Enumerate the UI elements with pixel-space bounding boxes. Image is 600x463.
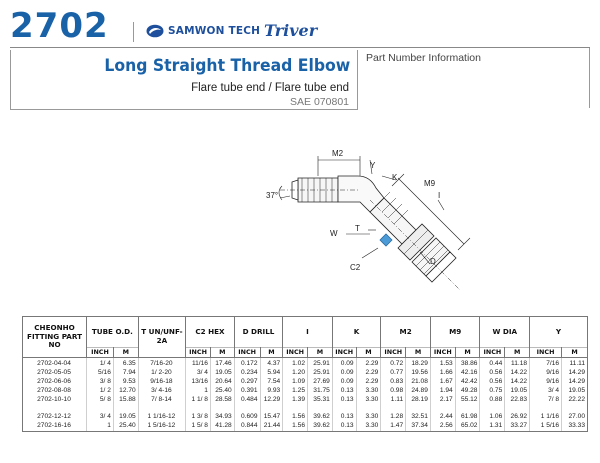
unit-inch: INCH [186,348,211,358]
table-row [23,358,588,369]
dimension-cell: 3/ 4 [530,387,562,396]
dimension-cell: 0.09 [332,358,356,369]
header-k: K [332,317,381,348]
dimension-cell: 11.11 [562,358,588,369]
dimension-cell: 33.27 [505,422,530,432]
dimension-cell: 22.83 [505,396,530,405]
table-row [23,378,588,387]
dimension-cell: 38.86 [455,358,480,369]
standard-code: SAE 070801 [290,96,349,108]
dimension-cell: 7.54 [260,378,283,387]
dimension-cell: 2.29 [356,358,381,369]
dimension-cell: 1 5/16-12 [138,422,186,432]
dimensions-table [22,316,588,432]
dimension-cell: 0.44 [480,358,505,369]
dimension-cell: 13/16 [186,378,211,387]
table-spacer-cell [260,405,283,412]
dimension-cell: 42.16 [455,369,480,378]
dimension-cell: 19.05 [505,387,530,396]
elbow-technical-drawing [220,140,480,300]
dimension-cell: 1 1/ 8 [186,396,211,405]
part-number-cell: 2702-06-06 [23,378,87,387]
dimension-cell: 25.40 [210,387,234,396]
label-w: W [330,229,338,238]
unit-mm: M [308,348,333,358]
dimension-cell: 1.67 [430,378,455,387]
table-row [23,387,588,396]
unit-mm: M [562,348,588,358]
dimension-cell: 19.05 [210,369,234,378]
dimension-cell: 0.172 [234,358,260,369]
dimension-cell: 2.29 [356,378,381,387]
dimension-cell: 33.33 [562,422,588,432]
dimension-cell: 61.98 [455,412,480,421]
header-t: T UN/UNF-2A [138,317,186,358]
part-number-title: 2702 [10,6,109,46]
table-body [23,358,588,432]
dimension-cell: 1.31 [480,422,505,432]
product-title: Long Straight Thread Elbow [104,56,350,76]
dimension-cell: 1.53 [430,358,455,369]
table-spacer-cell [23,405,87,412]
table-units-row [23,348,588,358]
dimension-cell: 3.30 [356,422,381,432]
unit-inch: INCH [480,348,505,358]
dimension-cell: 7/ 8-14 [138,396,186,405]
dimension-cell: 12.29 [260,396,283,405]
dimension-cell: 1/ 2-20 [138,369,186,378]
dimension-cell: 1/ 4 [87,358,114,369]
dimension-cell: 28.19 [406,396,431,405]
dimension-cell: 9/16 [530,369,562,378]
dimension-cell: 0.56 [480,378,505,387]
dimension-cell: 0.75 [480,387,505,396]
dimension-cell: 1.11 [381,396,406,405]
unit-mm: M [113,348,138,358]
unit-mm: M [356,348,381,358]
table-spacer-cell [186,405,211,412]
dimension-cell: 28.58 [210,396,234,405]
dimension-cell: 41.28 [210,422,234,432]
table-spacer-cell [430,405,455,412]
table-spacer-cell [505,405,530,412]
table-row [23,412,588,421]
dimension-cell: 26.92 [505,412,530,421]
header-rule [10,47,590,48]
dimension-cell: 19.05 [562,387,588,396]
dimension-cell: 0.484 [234,396,260,405]
table-spacer-cell [113,405,138,412]
dimension-cell: 2.44 [430,412,455,421]
dimension-cell: 1 5/ 8 [186,422,211,432]
table-spacer-cell [480,405,505,412]
dimension-cell: 0.88 [480,396,505,405]
dimension-cell: 1 [186,387,211,396]
title-frame [10,50,358,110]
dimension-cell: 2.17 [430,396,455,405]
product-subtitle: Flare tube end / Flare tube end [191,82,349,94]
dimension-cell: 1.56 [283,412,308,421]
part-number-information-label: Part Number Information [366,52,481,64]
dimension-cell: 2.56 [430,422,455,432]
dimension-cell: 39.62 [308,422,333,432]
dimension-cell: 25.91 [308,369,333,378]
dimension-cell: 25.40 [113,422,138,432]
dimension-cell: 5/ 8 [87,396,114,405]
table-header-row [23,317,588,348]
samwon-tech-logo [146,22,260,40]
dimension-cell: 1.66 [430,369,455,378]
dimension-cell: 37.34 [406,422,431,432]
label-t: T [355,224,360,233]
samwon-logo-mark-icon [146,24,164,38]
table-spacer-cell [332,405,356,412]
frame-right-rule [589,48,590,108]
header-i: I [283,317,333,348]
samwon-logo-text: SAMWON TECH [168,25,261,37]
unit-mm: M [505,348,530,358]
dimension-cell: 0.844 [234,422,260,432]
header-c2: C2 HEX [186,317,235,348]
dimension-cell: 27.69 [308,378,333,387]
dimension-cell: 7.94 [113,369,138,378]
header-w: W DIA [480,317,530,348]
part-number-cell: 2702-16-16 [23,422,87,432]
dimension-cell: 1 1/16-12 [138,412,186,421]
header-part-no: CHEONHO FITTING PART NO [23,317,87,358]
dimension-cell: 27.00 [562,412,588,421]
dimension-cell: 5.94 [260,369,283,378]
dimension-cell: 1.25 [283,387,308,396]
dimension-cell: 11/16 [186,358,211,369]
dimension-cell: 14.29 [562,378,588,387]
dimension-cell: 0.13 [332,387,356,396]
unit-mm: M [210,348,234,358]
dimension-cell: 0.56 [480,369,505,378]
part-number-cell: 2702-05-05 [23,369,87,378]
dimension-cell: 1.09 [283,378,308,387]
unit-inch: INCH [234,348,260,358]
dimension-cell: 2.29 [356,369,381,378]
dimension-cell: 34.93 [210,412,234,421]
dimension-cell: 15.88 [113,396,138,405]
dimension-cell: 35.31 [308,396,333,405]
table-row [23,422,588,432]
dimension-cell: 32.51 [406,412,431,421]
dimension-cell: 1.56 [283,422,308,432]
label-angle: 37° [266,191,279,200]
dimension-cell: 14.29 [562,369,588,378]
dimension-cell: 0.09 [332,369,356,378]
label-k: K [392,173,398,182]
dimension-cell: 0.13 [332,412,356,421]
dimension-cell: 3.30 [356,387,381,396]
label-c2: C2 [350,263,361,272]
dimension-cell: 19.56 [406,369,431,378]
part-number-cell: 2702-08-08 [23,387,87,396]
dimension-cell: 1.20 [283,369,308,378]
unit-inch: INCH [87,348,114,358]
dimension-cell: 0.77 [381,369,406,378]
dimension-cell: 11.18 [505,358,530,369]
header-separator [133,22,134,42]
table-spacer-row [23,405,588,412]
dimension-cell: 14.22 [505,378,530,387]
dimension-cell: 15.47 [260,412,283,421]
table-spacer-cell [562,405,588,412]
table-row [23,369,588,378]
dimension-cell: 0.83 [381,378,406,387]
dimension-cell: 12.70 [113,387,138,396]
table-spacer-cell [381,405,406,412]
dimension-cell: 7/ 8 [530,396,562,405]
header-m2: M2 [381,317,431,348]
dimension-cell: 3.30 [356,412,381,421]
dimension-cell: 0.72 [381,358,406,369]
dimension-cell: 31.75 [308,387,333,396]
header-m9: M9 [430,317,480,348]
unit-inch: INCH [430,348,455,358]
label-m9: M9 [424,179,436,188]
dimension-cell: 9.53 [113,378,138,387]
table-spacer-cell [356,405,381,412]
table-spacer-cell [530,405,562,412]
table-spacer-cell [234,405,260,412]
dimension-cell: 17.46 [210,358,234,369]
dimension-cell: 0.13 [332,396,356,405]
dimension-cell: 4.37 [260,358,283,369]
dimension-cell: 3.30 [356,396,381,405]
label-i: I [438,191,441,200]
unit-inch: INCH [283,348,308,358]
table-spacer-cell [87,405,114,412]
dimension-cell: 19.05 [113,412,138,421]
dimension-cell: 21.08 [406,378,431,387]
dimension-cell: 0.98 [381,387,406,396]
table-row [23,396,588,405]
dimension-cell: 3/ 4-16 [138,387,186,396]
dimension-cell: 5/16 [87,369,114,378]
unit-mm: M [260,348,283,358]
dimension-cell: 7/16 [530,358,562,369]
dimension-cell: 21.44 [260,422,283,432]
unit-inch: INCH [530,348,562,358]
dimension-cell: 0.09 [332,378,356,387]
dimension-cell: 3/ 4 [186,369,211,378]
dimension-cell: 24.89 [406,387,431,396]
dimension-cell: 9/16-18 [138,378,186,387]
dimension-cell: 42.42 [455,378,480,387]
dimension-cell: 0.13 [332,422,356,432]
dimension-cell: 0.234 [234,369,260,378]
dimension-cell: 1 3/ 8 [186,412,211,421]
table-spacer-cell [455,405,480,412]
dimension-cell: 25.91 [308,358,333,369]
header-d: D DRILL [234,317,283,348]
dimension-cell: 22.22 [562,396,588,405]
table-spacer-cell [138,405,186,412]
dimension-cell: 9/16 [530,378,562,387]
part-number-cell: 2702-10-10 [23,396,87,405]
dimension-cell: 39.62 [308,412,333,421]
label-d: D [430,257,436,266]
unit-mm: M [406,348,431,358]
table-spacer-cell [283,405,308,412]
unit-inch: INCH [381,348,406,358]
dimension-cell: 1 [87,422,114,432]
dimension-cell: 0.297 [234,378,260,387]
dimension-cell: 6.35 [113,358,138,369]
label-y: Y [370,161,376,170]
dimension-cell: 1.47 [381,422,406,432]
table-spacer-cell [210,405,234,412]
part-number-cell: 2702-12-12 [23,412,87,421]
table-spacer-cell [406,405,431,412]
dimension-cell: 1.02 [283,358,308,369]
dimension-cell: 20.64 [210,378,234,387]
dimension-cell: 3/ 4 [87,412,114,421]
dimension-cell: 1.94 [430,387,455,396]
dimension-cell: 18.29 [406,358,431,369]
dimension-cell: 1.39 [283,396,308,405]
dimension-cell: 65.02 [455,422,480,432]
part-number-cell: 2702-04-04 [23,358,87,369]
dimension-cell: 1.28 [381,412,406,421]
dimension-cell: 49.28 [455,387,480,396]
unit-mm: M [455,348,480,358]
dimension-cell: 1.06 [480,412,505,421]
dimension-cell: 7/16-20 [138,358,186,369]
dimension-cell: 55.12 [455,396,480,405]
triver-logo: Triver [264,21,318,40]
dimension-cell: 1 5/16 [530,422,562,432]
dimension-cell: 0.609 [234,412,260,421]
header-y: Y [530,317,588,348]
dimension-cell: 1 1/16 [530,412,562,421]
label-m2: M2 [332,149,344,158]
header-tube-od: TUBE O.D. [87,317,139,348]
unit-inch: INCH [332,348,356,358]
dimension-cell: 1/ 2 [87,387,114,396]
dimension-cell: 3/ 8 [87,378,114,387]
table-spacer-cell [308,405,333,412]
dimension-cell: 0.391 [234,387,260,396]
dimension-cell: 9.93 [260,387,283,396]
dimension-cell: 14.22 [505,369,530,378]
